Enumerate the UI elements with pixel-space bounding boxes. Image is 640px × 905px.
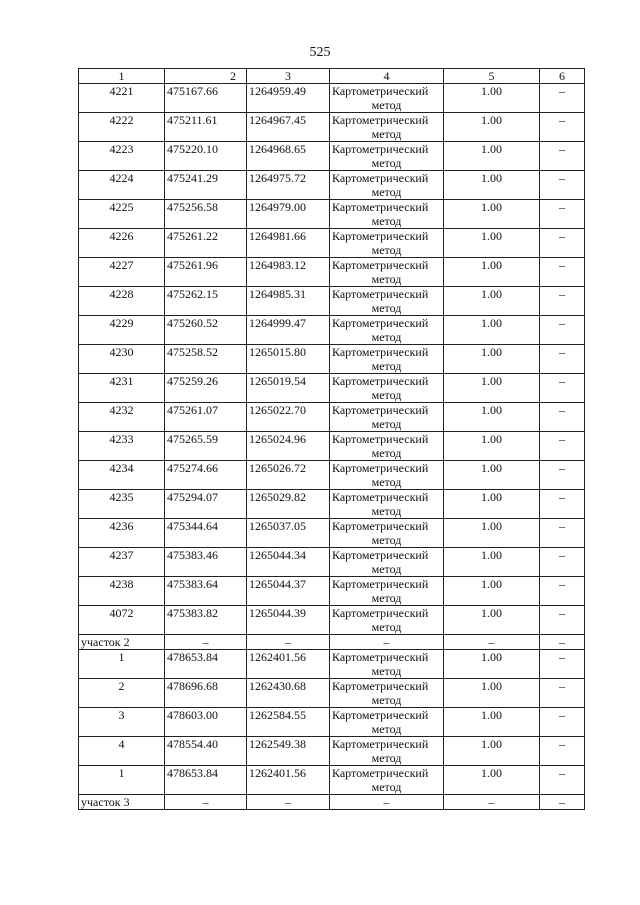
x-coordinate: 475211.61 bbox=[165, 113, 247, 142]
table-row bbox=[79, 200, 585, 229]
error-value: 1.00 bbox=[444, 461, 540, 490]
x-coordinate: 478554.40 bbox=[165, 737, 247, 766]
table-row bbox=[79, 606, 585, 635]
description-dash: – bbox=[540, 679, 585, 708]
error-value: 1.00 bbox=[444, 316, 540, 345]
method-line-2: метод bbox=[371, 780, 402, 794]
method-line-1: Картометрический bbox=[332, 650, 429, 664]
section-dash: – bbox=[247, 635, 330, 650]
point-number: 4235 bbox=[79, 490, 165, 519]
table-row bbox=[79, 737, 585, 766]
method-cell bbox=[330, 287, 444, 316]
method-line-1: Картометрический bbox=[332, 142, 429, 156]
method-line-2: метод bbox=[371, 446, 402, 460]
table-row bbox=[79, 229, 585, 258]
method-line-1: Картометрический bbox=[332, 403, 429, 417]
error-value: 1.00 bbox=[444, 548, 540, 577]
description-dash: – bbox=[540, 345, 585, 374]
method-line-1: Картометрический bbox=[332, 345, 429, 359]
section-label: участок 3 bbox=[79, 795, 165, 810]
header-col-3: 3 bbox=[247, 69, 330, 84]
table-row bbox=[79, 577, 585, 606]
point-number: 1 bbox=[79, 650, 165, 679]
method-cell bbox=[330, 461, 444, 490]
error-value: 1.00 bbox=[444, 258, 540, 287]
header-col-4: 4 bbox=[330, 69, 444, 84]
error-value: 1.00 bbox=[444, 766, 540, 795]
method-line-2: метод bbox=[371, 214, 402, 228]
header-row bbox=[79, 69, 585, 84]
table-row bbox=[79, 316, 585, 345]
method-line-1: Картометрический bbox=[332, 316, 429, 330]
header-col-6: 6 bbox=[540, 69, 585, 84]
point-number: 4224 bbox=[79, 171, 165, 200]
method-line-2: метод bbox=[371, 722, 402, 736]
y-coordinate: 1265019.54 bbox=[247, 374, 330, 403]
description-dash: – bbox=[540, 737, 585, 766]
point-number: 4233 bbox=[79, 432, 165, 461]
page-number: 525 bbox=[309, 45, 331, 60]
x-coordinate: 475383.82 bbox=[165, 606, 247, 635]
x-coordinate: 475344.64 bbox=[165, 519, 247, 548]
section-row bbox=[79, 795, 585, 810]
section-dash: – bbox=[165, 795, 247, 810]
method-line-1: Картометрический bbox=[332, 84, 429, 98]
point-number: 4222 bbox=[79, 113, 165, 142]
method-line-2: метод bbox=[371, 301, 402, 315]
method-cell bbox=[330, 258, 444, 287]
description-dash: – bbox=[540, 490, 585, 519]
point-number: 4232 bbox=[79, 403, 165, 432]
method-line-1: Картометрический bbox=[332, 548, 429, 562]
table-row bbox=[79, 708, 585, 737]
method-line-2: метод bbox=[371, 156, 402, 170]
error-value: 1.00 bbox=[444, 606, 540, 635]
description-dash: – bbox=[540, 577, 585, 606]
method-cell bbox=[330, 142, 444, 171]
section-label: участок 2 bbox=[79, 635, 165, 650]
method-line-1: Картометрический bbox=[332, 577, 429, 591]
method-line-2: метод bbox=[371, 620, 402, 634]
table-row bbox=[79, 113, 585, 142]
method-line-1: Картометрический bbox=[332, 171, 429, 185]
point-number: 4072 bbox=[79, 606, 165, 635]
method-line-1: Картометрический bbox=[332, 461, 429, 475]
x-coordinate: 475294.07 bbox=[165, 490, 247, 519]
coordinates-table bbox=[78, 68, 585, 810]
description-dash: – bbox=[540, 374, 585, 403]
method-line-2: метод bbox=[371, 533, 402, 547]
method-cell bbox=[330, 84, 444, 113]
y-coordinate: 1262584.55 bbox=[247, 708, 330, 737]
error-value: 1.00 bbox=[444, 432, 540, 461]
table-row bbox=[79, 84, 585, 113]
error-value: 1.00 bbox=[444, 519, 540, 548]
method-line-2: метод bbox=[371, 664, 402, 678]
method-cell bbox=[330, 606, 444, 635]
point-number: 3 bbox=[79, 708, 165, 737]
section-dash: – bbox=[165, 635, 247, 650]
method-line-2: метод bbox=[371, 751, 402, 765]
description-dash: – bbox=[540, 766, 585, 795]
method-cell bbox=[330, 679, 444, 708]
y-coordinate: 1265024.96 bbox=[247, 432, 330, 461]
method-cell bbox=[330, 345, 444, 374]
description-dash: – bbox=[540, 229, 585, 258]
section-dash: – bbox=[330, 635, 444, 650]
x-coordinate: 475241.29 bbox=[165, 171, 247, 200]
x-coordinate: 478653.84 bbox=[165, 766, 247, 795]
x-coordinate: 475258.52 bbox=[165, 345, 247, 374]
method-line-1: Картометрический bbox=[332, 258, 429, 272]
table-row bbox=[79, 345, 585, 374]
error-value: 1.00 bbox=[444, 200, 540, 229]
x-coordinate: 475167.66 bbox=[165, 84, 247, 113]
method-cell bbox=[330, 432, 444, 461]
error-value: 1.00 bbox=[444, 708, 540, 737]
y-coordinate: 1264999.47 bbox=[247, 316, 330, 345]
method-line-2: метод bbox=[371, 591, 402, 605]
table-row bbox=[79, 287, 585, 316]
description-dash: – bbox=[540, 287, 585, 316]
x-coordinate: 475259.26 bbox=[165, 374, 247, 403]
section-dash: – bbox=[540, 635, 585, 650]
point-number: 4227 bbox=[79, 258, 165, 287]
method-line-1: Картометрический bbox=[332, 432, 429, 446]
point-number: 4228 bbox=[79, 287, 165, 316]
x-coordinate: 475220.10 bbox=[165, 142, 247, 171]
x-coordinate: 475261.96 bbox=[165, 258, 247, 287]
method-line-2: метод bbox=[371, 693, 402, 707]
method-line-2: метод bbox=[371, 127, 402, 141]
method-line-2: метод bbox=[371, 388, 402, 402]
method-line-1: Картометрический bbox=[332, 374, 429, 388]
point-number: 2 bbox=[79, 679, 165, 708]
y-coordinate: 1262430.68 bbox=[247, 679, 330, 708]
table-row bbox=[79, 403, 585, 432]
x-coordinate: 478603.00 bbox=[165, 708, 247, 737]
error-value: 1.00 bbox=[444, 577, 540, 606]
table-row bbox=[79, 142, 585, 171]
method-line-1: Картометрический bbox=[332, 766, 429, 780]
method-cell bbox=[330, 766, 444, 795]
method-line-1: Картометрический bbox=[332, 113, 429, 127]
method-cell bbox=[330, 113, 444, 142]
method-line-2: метод bbox=[371, 272, 402, 286]
method-cell bbox=[330, 316, 444, 345]
x-coordinate: 475383.64 bbox=[165, 577, 247, 606]
method-cell bbox=[330, 403, 444, 432]
header-col-5: 5 bbox=[444, 69, 540, 84]
method-cell bbox=[330, 737, 444, 766]
table-row bbox=[79, 650, 585, 679]
description-dash: – bbox=[540, 519, 585, 548]
error-value: 1.00 bbox=[444, 287, 540, 316]
error-value: 1.00 bbox=[444, 650, 540, 679]
method-line-2: метод bbox=[371, 185, 402, 199]
y-coordinate: 1264975.72 bbox=[247, 171, 330, 200]
y-coordinate: 1264968.65 bbox=[247, 142, 330, 171]
description-dash: – bbox=[540, 461, 585, 490]
description-dash: – bbox=[540, 708, 585, 737]
y-coordinate: 1264983.12 bbox=[247, 258, 330, 287]
y-coordinate: 1265015.80 bbox=[247, 345, 330, 374]
table-row bbox=[79, 519, 585, 548]
table-body bbox=[79, 84, 585, 810]
point-number: 4234 bbox=[79, 461, 165, 490]
point-number: 4225 bbox=[79, 200, 165, 229]
section-dash: – bbox=[444, 795, 540, 810]
table-row bbox=[79, 490, 585, 519]
description-dash: – bbox=[540, 258, 585, 287]
method-cell bbox=[330, 548, 444, 577]
method-line-1: Картометрический bbox=[332, 606, 429, 620]
error-value: 1.00 bbox=[444, 171, 540, 200]
method-line-2: метод bbox=[371, 330, 402, 344]
method-cell bbox=[330, 490, 444, 519]
point-number: 1 bbox=[79, 766, 165, 795]
y-coordinate: 1265037.05 bbox=[247, 519, 330, 548]
y-coordinate: 1264985.31 bbox=[247, 287, 330, 316]
x-coordinate: 478696.68 bbox=[165, 679, 247, 708]
x-coordinate: 475261.07 bbox=[165, 403, 247, 432]
x-coordinate: 475260.52 bbox=[165, 316, 247, 345]
method-cell bbox=[330, 577, 444, 606]
x-coordinate: 478653.84 bbox=[165, 650, 247, 679]
table-row bbox=[79, 171, 585, 200]
method-line-2: метод bbox=[371, 475, 402, 489]
y-coordinate: 1265044.34 bbox=[247, 548, 330, 577]
table-header bbox=[79, 69, 585, 84]
y-coordinate: 1265029.82 bbox=[247, 490, 330, 519]
description-dash: – bbox=[540, 200, 585, 229]
table-row bbox=[79, 374, 585, 403]
description-dash: – bbox=[540, 84, 585, 113]
error-value: 1.00 bbox=[444, 403, 540, 432]
y-coordinate: 1265044.37 bbox=[247, 577, 330, 606]
table-row bbox=[79, 766, 585, 795]
error-value: 1.00 bbox=[444, 490, 540, 519]
method-line-1: Картометрический bbox=[332, 490, 429, 504]
error-value: 1.00 bbox=[444, 737, 540, 766]
error-value: 1.00 bbox=[444, 142, 540, 171]
description-dash: – bbox=[540, 432, 585, 461]
section-dash: – bbox=[540, 795, 585, 810]
point-number: 4230 bbox=[79, 345, 165, 374]
point-number: 4238 bbox=[79, 577, 165, 606]
method-cell bbox=[330, 171, 444, 200]
method-line-2: метод bbox=[371, 562, 402, 576]
y-coordinate: 1265044.39 bbox=[247, 606, 330, 635]
method-cell bbox=[330, 229, 444, 258]
point-number: 4229 bbox=[79, 316, 165, 345]
table-row bbox=[79, 432, 585, 461]
description-dash: – bbox=[540, 606, 585, 635]
table-row bbox=[79, 679, 585, 708]
section-dash: – bbox=[330, 795, 444, 810]
point-number: 4223 bbox=[79, 142, 165, 171]
y-coordinate: 1262401.56 bbox=[247, 766, 330, 795]
x-coordinate: 475261.22 bbox=[165, 229, 247, 258]
method-line-2: метод bbox=[371, 98, 402, 112]
y-coordinate: 1264981.66 bbox=[247, 229, 330, 258]
description-dash: – bbox=[540, 113, 585, 142]
table-row bbox=[79, 548, 585, 577]
method-cell bbox=[330, 650, 444, 679]
y-coordinate: 1265026.72 bbox=[247, 461, 330, 490]
description-dash: – bbox=[540, 548, 585, 577]
table-row bbox=[79, 258, 585, 287]
y-coordinate: 1264959.49 bbox=[247, 84, 330, 113]
x-coordinate: 475383.46 bbox=[165, 548, 247, 577]
point-number: 4231 bbox=[79, 374, 165, 403]
header-col-1: 1 bbox=[79, 69, 165, 84]
method-line-1: Картометрический bbox=[332, 737, 429, 751]
method-line-2: метод bbox=[371, 417, 402, 431]
table-row bbox=[79, 461, 585, 490]
y-coordinate: 1262549.38 bbox=[247, 737, 330, 766]
method-line-2: метод bbox=[371, 504, 402, 518]
method-line-1: Картометрический bbox=[332, 200, 429, 214]
method-line-2: метод bbox=[371, 243, 402, 257]
x-coordinate: 475262.15 bbox=[165, 287, 247, 316]
method-line-1: Картометрический bbox=[332, 229, 429, 243]
error-value: 1.00 bbox=[444, 84, 540, 113]
method-line-2: метод bbox=[371, 359, 402, 373]
point-number: 4236 bbox=[79, 519, 165, 548]
description-dash: – bbox=[540, 316, 585, 345]
y-coordinate: 1262401.56 bbox=[247, 650, 330, 679]
x-coordinate: 475265.59 bbox=[165, 432, 247, 461]
point-number: 4 bbox=[79, 737, 165, 766]
description-dash: – bbox=[540, 403, 585, 432]
point-number: 4237 bbox=[79, 548, 165, 577]
error-value: 1.00 bbox=[444, 374, 540, 403]
section-row bbox=[79, 635, 585, 650]
method-cell bbox=[330, 374, 444, 403]
y-coordinate: 1265022.70 bbox=[247, 403, 330, 432]
y-coordinate: 1264967.45 bbox=[247, 113, 330, 142]
section-dash: – bbox=[444, 635, 540, 650]
method-line-1: Картометрический bbox=[332, 679, 429, 693]
method-cell bbox=[330, 519, 444, 548]
method-cell bbox=[330, 708, 444, 737]
description-dash: – bbox=[540, 650, 585, 679]
method-cell bbox=[330, 200, 444, 229]
description-dash: – bbox=[540, 142, 585, 171]
y-coordinate: 1264979.00 bbox=[247, 200, 330, 229]
point-number: 4226 bbox=[79, 229, 165, 258]
error-value: 1.00 bbox=[444, 113, 540, 142]
x-coordinate: 475274.66 bbox=[165, 461, 247, 490]
error-value: 1.00 bbox=[444, 679, 540, 708]
description-dash: – bbox=[540, 171, 585, 200]
header-col-2: 2 bbox=[165, 69, 247, 84]
method-line-1: Картометрический bbox=[332, 519, 429, 533]
section-dash: – bbox=[247, 795, 330, 810]
method-line-1: Картометрический bbox=[332, 708, 429, 722]
point-number: 4221 bbox=[79, 84, 165, 113]
error-value: 1.00 bbox=[444, 345, 540, 374]
x-coordinate: 475256.58 bbox=[165, 200, 247, 229]
error-value: 1.00 bbox=[444, 229, 540, 258]
method-line-1: Картометрический bbox=[332, 287, 429, 301]
